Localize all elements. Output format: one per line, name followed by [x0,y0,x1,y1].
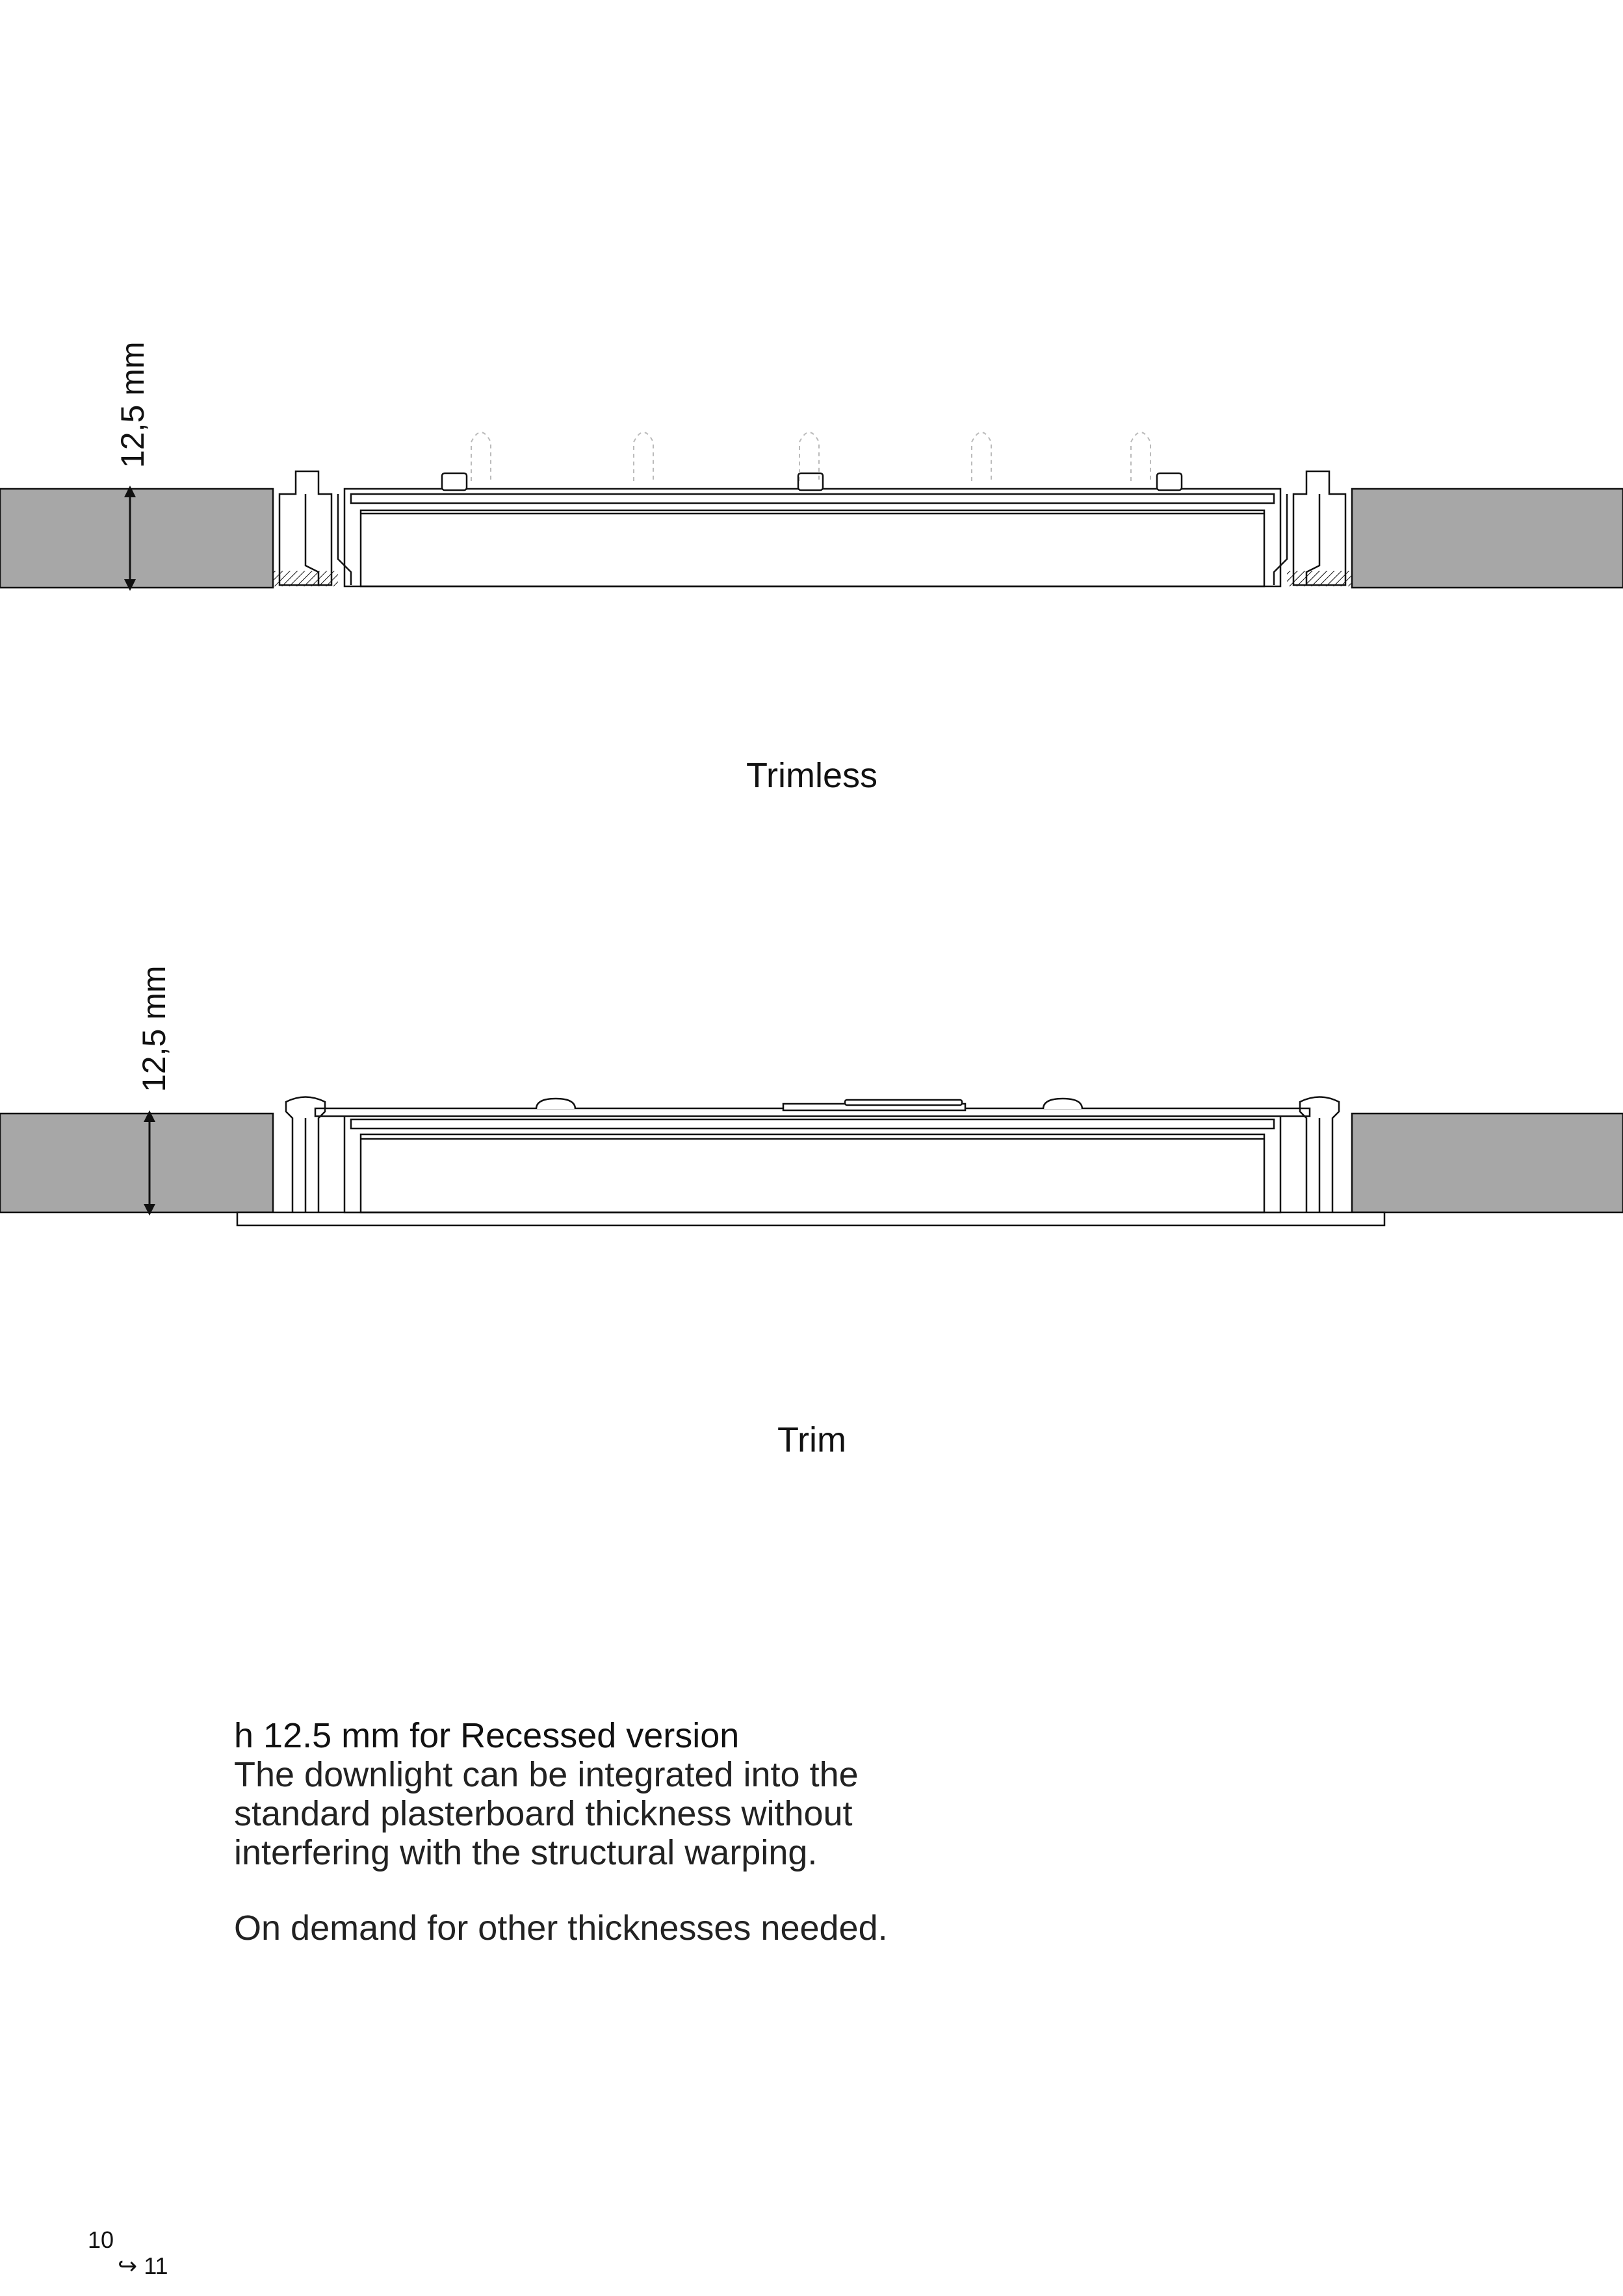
plasterboard-right [1352,1114,1623,1212]
page-number [88,2226,168,2279]
trimless-dimension-label: 12,5 mm [114,341,151,468]
description-heading: h 12.5 mm for Recessed version [234,1716,740,1755]
trim-section [0,1097,1623,1226]
arrow-icon: ↪ [118,2252,138,2279]
next-page-number: 11 [144,2252,168,2279]
current-page: 10 [88,2226,114,2253]
description-note: On demand for other thicknesses needed. [234,1909,888,1948]
trim-flange [237,1212,1384,1225]
plasterboard-left [0,1114,273,1212]
description-line: interfering with the structural warping. [234,1833,818,1872]
trimless-caption: Trimless [746,756,877,795]
description-block [234,1716,1079,1948]
trimless-section [0,432,1623,588]
joint-filler-left [273,571,338,586]
plasterboard-right [1352,489,1623,588]
description-line: standard plasterboard thickness without [234,1794,853,1833]
description-line: The downlight can be integrated into the [234,1755,859,1794]
joint-filler-right [1287,571,1352,586]
trim-caption: Trim [777,1420,846,1459]
plasterboard-left [0,489,273,588]
next-page-link[interactable] [118,2252,168,2280]
trim-dimension-label: 12,5 mm [136,965,172,1092]
